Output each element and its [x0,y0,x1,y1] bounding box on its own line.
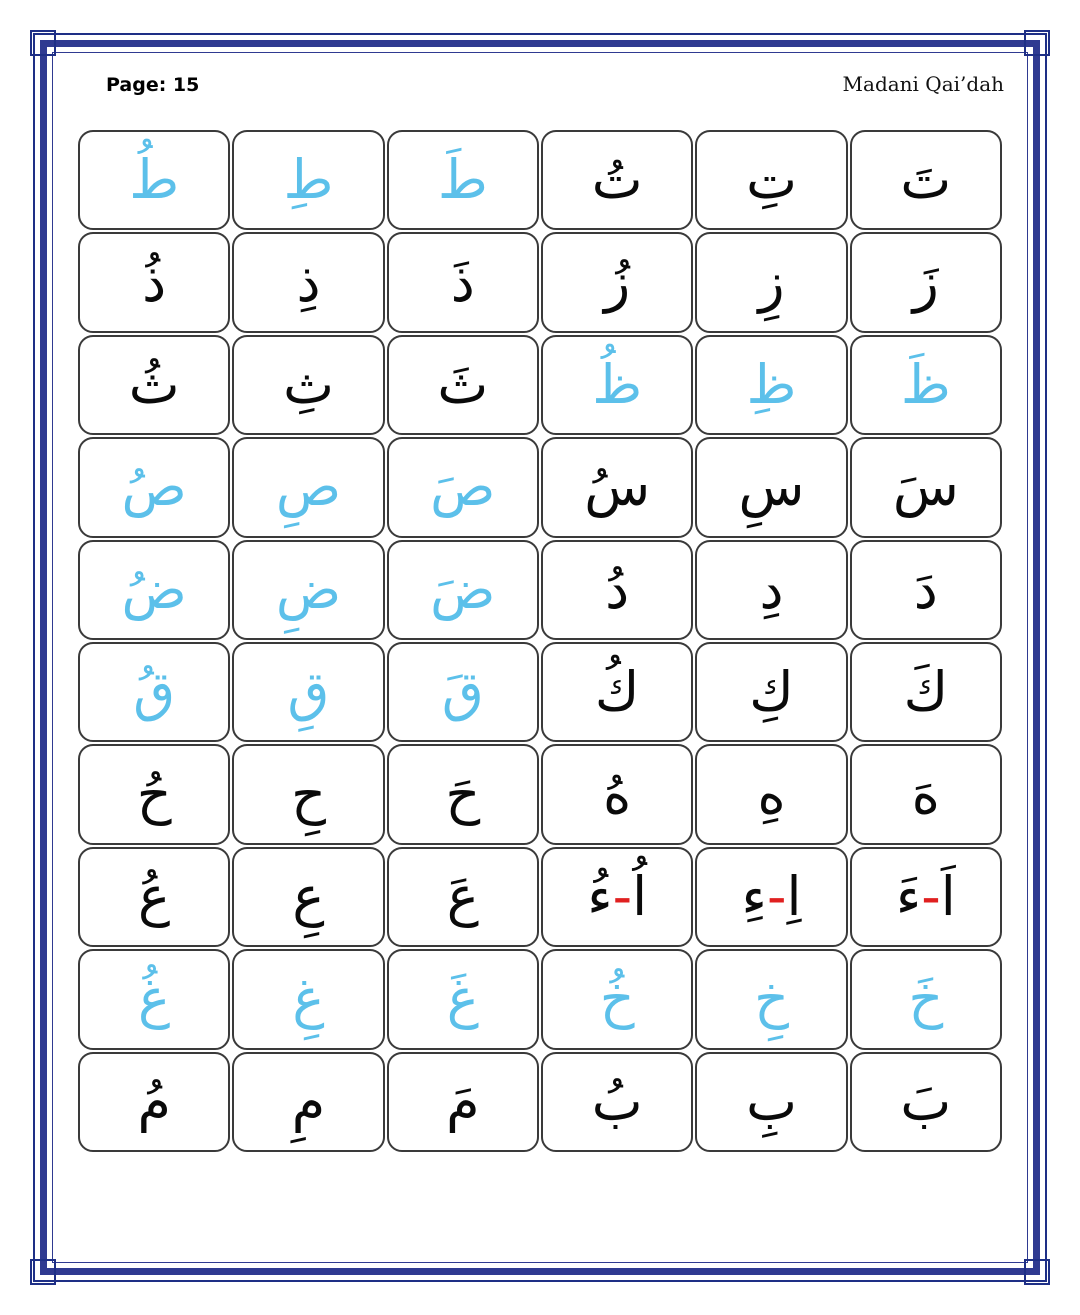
letter-cell: تُ [541,130,693,230]
letter-cell [541,847,693,947]
page-number: Page: 15 [106,74,200,96]
alif-letter: اَ [940,864,956,928]
letter-cell: حُ [78,744,230,844]
letter-cell: صَ [387,437,539,537]
letter-cell: دِ [695,540,847,640]
letter-cell: غِ [232,949,384,1049]
hamza-letter: ءُ [587,864,613,928]
letter-cell: هَ [850,744,1002,844]
separator-dash: - [921,864,941,928]
letter-cell: دُ [541,540,693,640]
letter-cell: زَ [850,232,1002,332]
letter-cell: سَ [850,437,1002,537]
letter-cell: قُ [78,642,230,742]
corner-ornament [1024,1259,1050,1285]
letter-cell: كُ [541,642,693,742]
letter-cell: ثُ [78,335,230,435]
letter-cell: خُ [541,949,693,1049]
letter-cell: حِ [232,744,384,844]
letter-cell: سُ [541,437,693,537]
letter-cell: عُ [78,847,230,947]
letter-cell: مُ [78,1052,230,1152]
letter-cell: هُ [541,744,693,844]
letter-cell: غَ [387,949,539,1049]
letter-cell: مَ [387,1052,539,1152]
letter-cell: خِ [695,949,847,1049]
letter-cell: عَ [387,847,539,947]
letter-cell: تِ [695,130,847,230]
letter-cell: ذُ [78,232,230,332]
separator-dash: - [766,864,787,928]
letter-cell: كَ [850,642,1002,742]
corner-ornament [30,1259,56,1285]
letter-cell: خَ [850,949,1002,1049]
letter-cell: حَ [387,744,539,844]
letter-cell: طَ [387,130,539,230]
letter-cell: هِ [695,744,847,844]
letter-cell: ظِ [695,335,847,435]
letter-cell: بِ [695,1052,847,1152]
letter-cell: ضِ [232,540,384,640]
letter-cell: مِ [232,1052,384,1152]
letter-cell: قِ [232,642,384,742]
letter-cell: طُ [78,130,230,230]
letter-cell: زِ [695,232,847,332]
hamza-letter: ءِ [741,864,767,928]
letter-cell [850,847,1002,947]
hamza-letter: ءَ [895,864,922,928]
letter-cell: ظَ [850,335,1002,435]
letter-cell: كِ [695,642,847,742]
letter-cell: سِ [695,437,847,537]
corner-ornament [1024,30,1050,56]
letter-cell: ثَ [387,335,539,435]
letter-cell: زُ [541,232,693,332]
letter-cell: قَ [387,642,539,742]
letter-cell: ذِ [232,232,384,332]
alif-letter: اِ [786,864,802,928]
letter-cell: غُ [78,949,230,1049]
letter-cell: ضَ [387,540,539,640]
letter-cell: طِ [232,130,384,230]
letter-cell [695,847,847,947]
letter-cell: صِ [232,437,384,537]
alif-letter: اُ [632,864,648,928]
letter-cell: ضُ [78,540,230,640]
corner-ornament [30,30,56,56]
separator-dash: - [612,864,633,928]
letter-cell: دَ [850,540,1002,640]
letter-cell: بَ [850,1052,1002,1152]
letter-cell: ظُ [541,335,693,435]
letter-cell: صُ [78,437,230,537]
letter-grid [78,130,1002,1152]
book-title: Madani Qai’dah [842,72,1004,96]
letter-cell: بُ [541,1052,693,1152]
letter-cell: تَ [850,130,1002,230]
letter-cell: ثِ [232,335,384,435]
letter-cell: عِ [232,847,384,947]
letter-cell: ذَ [387,232,539,332]
